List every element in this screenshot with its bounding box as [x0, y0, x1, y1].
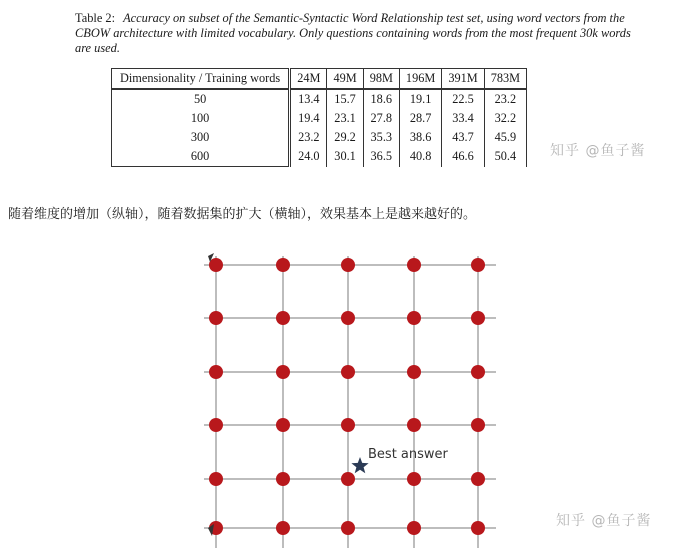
header-cell: 196M: [399, 69, 441, 90]
table-cell: 23.2: [484, 89, 526, 109]
grid-point: [407, 311, 421, 325]
grid-point: [341, 472, 355, 486]
caption-text: Accuracy on subset of the Semantic-Syntactic Word Relationship test set, using word vectors from the CBOW architecture with limited vocabulary. Only questions containing words from the most frequent 30k words are used.: [75, 11, 631, 55]
watermark: 知乎 @鱼子酱: [550, 143, 646, 159]
star-icon: [351, 457, 368, 473]
table-cell: 23.1: [327, 109, 363, 128]
table-cell: 18.6: [363, 89, 399, 109]
best-answer-label: Best answer: [368, 447, 448, 462]
grid-point: [276, 365, 290, 379]
grid-point: [209, 365, 223, 379]
grid-point: [209, 258, 223, 272]
header-cell: 49M: [327, 69, 363, 90]
header-cell: 391M: [442, 69, 484, 90]
table-cell: 33.4: [442, 109, 484, 128]
grid-point: [471, 258, 485, 272]
caption-label: Table 2:: [75, 11, 116, 25]
table-cell: 23.2: [290, 128, 327, 147]
grid-point: [276, 311, 290, 325]
header-cell: 783M: [484, 69, 526, 90]
grid-point: [471, 365, 485, 379]
grid-point: [471, 521, 485, 535]
grid-point: [471, 418, 485, 432]
watermark: 知乎 @鱼子酱: [556, 513, 652, 529]
table-cell: 15.7: [327, 89, 363, 109]
grid-point: [407, 521, 421, 535]
table-cell: 19.4: [290, 109, 327, 128]
grid-point: [341, 258, 355, 272]
table-cell: 100: [112, 109, 290, 128]
header-cell: Dimensionality / Training words: [112, 69, 290, 90]
header-cell: 24M: [290, 69, 327, 90]
grid-point: [407, 418, 421, 432]
grid-search-figure: [200, 248, 500, 548]
table-cell: 32.2: [484, 109, 526, 128]
grid-point: [341, 311, 355, 325]
grid-point: [407, 365, 421, 379]
grid-point: [276, 521, 290, 535]
table-cell: 13.4: [290, 89, 327, 109]
table-header-row: [112, 69, 527, 90]
table-cell: 50: [112, 89, 290, 109]
table-row: [112, 147, 527, 167]
table-cell: 600: [112, 147, 290, 167]
table-cell: 36.5: [363, 147, 399, 167]
table-cell: 35.3: [363, 128, 399, 147]
grid-point: [276, 418, 290, 432]
table-caption: [75, 11, 640, 56]
grid-point: [471, 472, 485, 486]
table-cell: 38.6: [399, 128, 441, 147]
table-cell: 46.6: [442, 147, 484, 167]
grid-point: [276, 472, 290, 486]
table-row: [112, 128, 527, 147]
grid-point: [341, 365, 355, 379]
table-cell: 22.5: [442, 89, 484, 109]
grid-point: [407, 258, 421, 272]
table-cell: 24.0: [290, 147, 327, 167]
accuracy-table: [111, 68, 527, 167]
grid-point: [209, 472, 223, 486]
table-cell: 30.1: [327, 147, 363, 167]
grid-point: [276, 258, 290, 272]
grid-point: [407, 472, 421, 486]
grid-point: [209, 418, 223, 432]
table-cell: 19.1: [399, 89, 441, 109]
grid-point: [341, 418, 355, 432]
grid-point: [209, 311, 223, 325]
table-cell: 29.2: [327, 128, 363, 147]
table-cell: 27.8: [363, 109, 399, 128]
table-row: [112, 109, 527, 128]
header-cell: 98M: [363, 69, 399, 90]
table-cell: 45.9: [484, 128, 526, 147]
table-cell: 50.4: [484, 147, 526, 167]
body-paragraph: 随着维度的增加（纵轴），随着数据集的扩大（横轴），效果基本上是越来越好的。: [8, 207, 477, 222]
table-cell: 40.8: [399, 147, 441, 167]
grid-point: [471, 311, 485, 325]
table-cell: 28.7: [399, 109, 441, 128]
table-cell: 300: [112, 128, 290, 147]
table-row: [112, 89, 527, 109]
table-cell: 43.7: [442, 128, 484, 147]
grid-point: [341, 521, 355, 535]
